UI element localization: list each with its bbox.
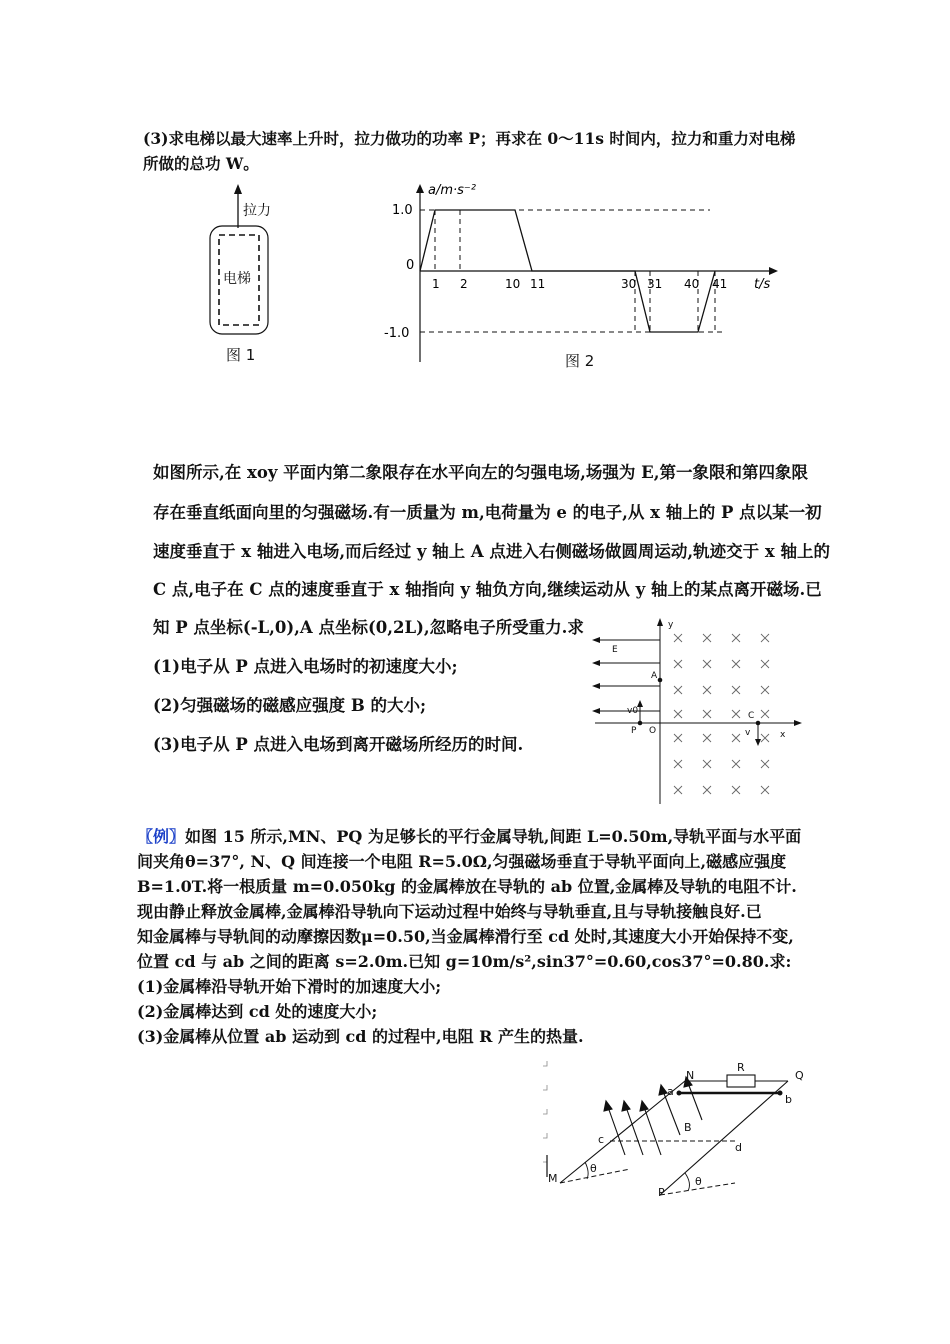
b-field-cross: [674, 660, 682, 668]
p3-question-2: (2)金属棒达到 cd 处的速度大小;: [137, 1002, 378, 1021]
label-theta-1: θ: [590, 1162, 597, 1175]
p2-line-5: 知 P 点坐标(-L,0),A 点坐标(0,2L),忽略电子所受重力.求: [153, 618, 584, 637]
y-axis-arrow: [416, 184, 424, 193]
b-field-cross: [703, 734, 711, 742]
b-field-cross: [761, 786, 769, 794]
p3-line-6: 位置 cd 与 ab 之间的距离 s=2.0m.已知 g=10m/s²,sin37°=0.60,cos37°=0.80.求:: [137, 952, 792, 971]
p3-line-5: 知金属棒与导轨间的动摩擦因数μ=0.50,当金属棒滑行至 cd 处时,其速度大小开始保持不变,: [137, 927, 794, 946]
v0-label: v0: [627, 706, 639, 716]
p3-line-2: 间夹角θ=37°, N、Q 间连接一个电阻 R=5.0Ω,匀强磁场垂直于导轨平面向上,磁感应强度: [137, 852, 787, 871]
x-axis-label: t/s: [754, 277, 771, 292]
p2-line-4: C 点,电子在 C 点的速度垂直于 x 轴指向 y 轴负方向,继续运动从 y 轴上的某点离开磁场.已: [153, 580, 822, 599]
label-p: P: [658, 1186, 665, 1199]
x-tick-11: 11: [530, 277, 546, 291]
x-axis-label: x: [780, 730, 786, 740]
label-d: d: [735, 1141, 742, 1154]
p3-line-1: 〖例〗如图 15 所示,MN、PQ 为足够长的平行金属导轨,间距 L=0.50m,导轨平面与水平面: [137, 827, 802, 846]
rail-diagram: [530, 1055, 820, 1205]
p3-question-1: (1)金属棒沿导轨开始下滑时的加速度大小;: [137, 977, 442, 996]
b-field-cross: [703, 710, 711, 718]
label-c: c: [598, 1133, 605, 1146]
x-tick-40: 40: [684, 277, 700, 291]
p2-question-2: (2)匀强磁场的磁感应强度 B 的大小;: [153, 696, 427, 715]
x-tick-2: 2: [460, 277, 468, 291]
b-field-cross: [674, 786, 682, 794]
b-field-cross: [732, 786, 740, 794]
p2-question-1: (1)电子从 P 点进入电场时的初速度大小;: [153, 657, 458, 676]
q3-line-1: (3)求电梯以最大速率上升时，拉力做功的功率 P；再求在 0～11s 时间内，拉力和重力对电梯: [143, 129, 796, 148]
b-field-cross: [732, 634, 740, 642]
x-tick-1: 1: [432, 277, 440, 291]
b-field-cross: [703, 786, 711, 794]
p2-line-1: 如图所示,在 xoy 平面内第二象限存在水平向左的匀强电场,场强为 E,第一象限和第四象限: [153, 463, 808, 482]
elevator-label: 电梯: [223, 271, 251, 287]
v-arrowhead: [755, 739, 761, 746]
force-label: 拉力: [243, 203, 271, 219]
y-tick-0: 0: [406, 258, 415, 273]
e-field-label: E: [612, 645, 618, 655]
y-axis-arrow: [657, 618, 663, 626]
p3-line-4: 现由静止释放金属棒,金属棒沿导轨向下运动过程中始终与导轨垂直,且与导轨接触良好.已: [137, 902, 762, 921]
p3-line-3: B=1.0T.将一根质量 m=0.050kg 的金属棒放在导轨的 ab 位置,金属棒及导轨的电阻不计.: [137, 877, 797, 896]
point-p-label: P: [631, 726, 637, 736]
b-field-cross: [703, 660, 711, 668]
e-field-arrowhead-1: [592, 637, 600, 643]
label-q: Q: [795, 1069, 804, 1082]
figure-1-caption: 图 1: [226, 346, 256, 364]
x-axis-arrow: [769, 267, 778, 275]
p2-question-3: (3)电子从 P 点进入电场到离开磁场所经历的时间.: [153, 735, 524, 754]
x-tick-30: 30: [621, 277, 637, 291]
x-tick-31: 31: [647, 277, 663, 291]
q3-line-2: 所做的总功 W。: [143, 154, 259, 173]
y-axis-label: a/m·s⁻²: [428, 183, 476, 198]
b-field-cross: [674, 686, 682, 694]
b-field-cross: [732, 760, 740, 768]
b-field-cross: [732, 710, 740, 718]
b-field-cross: [732, 660, 740, 668]
b-field-cross: [761, 634, 769, 642]
point-c-label: C: [748, 711, 755, 721]
e-field-arrowhead-3: [592, 683, 600, 689]
point-a-label: A: [651, 671, 658, 681]
label-a: a: [667, 1085, 674, 1098]
example-tag: 〖例〗: [137, 827, 186, 846]
label-m: M: [548, 1172, 558, 1185]
p2-line-2: 存在垂直纸面向里的匀强磁场.有一质量为 m,电荷量为 e 的电子,从 x 轴上的 P 点以某一初: [153, 503, 822, 522]
b-field-cross: [674, 760, 682, 768]
origin-o-label: O: [649, 726, 657, 736]
x-tick-10: 10: [505, 277, 521, 291]
label-b-field: B: [684, 1121, 692, 1134]
label-n: N: [686, 1069, 695, 1082]
label-b: b: [785, 1093, 792, 1106]
y-tick-minus-1: -1.0: [384, 326, 410, 341]
e-field-arrowhead-2: [592, 660, 600, 666]
b-field-cross: [674, 634, 682, 642]
v-label: v: [745, 728, 751, 738]
figure-2-caption: 图 2: [565, 352, 595, 370]
b-field-cross: [761, 710, 769, 718]
b-field-cross: [674, 710, 682, 718]
e-field-arrowhead-4: [592, 708, 600, 714]
b-field-cross: [761, 686, 769, 694]
field-diagram: [590, 618, 805, 804]
b-field-cross: [761, 760, 769, 768]
label-theta-2: θ: [695, 1175, 702, 1188]
y-tick-1: 1.0: [392, 203, 413, 218]
b-field-cross: [761, 660, 769, 668]
b-field-cross: [732, 734, 740, 742]
y-axis-label: y: [668, 620, 674, 630]
b-field-cross: [732, 686, 740, 694]
x-axis-arrow: [794, 720, 802, 726]
b-field-cross: [674, 734, 682, 742]
b-field-cross: [703, 686, 711, 694]
b-field-cross: [761, 734, 769, 742]
b-field-cross: [703, 634, 711, 642]
label-r: R: [737, 1061, 745, 1074]
p3-question-3: (3)金属棒从位置 ab 运动到 cd 的过程中,电阻 R 产生的热量.: [137, 1027, 584, 1046]
x-tick-41: 41: [712, 277, 728, 291]
p2-line-3: 速度垂直于 x 轴进入电场,而后经过 y 轴上 A 点进入右侧磁场做圆周运动,轨迹交于 x 轴上的: [153, 542, 831, 561]
figure-2: [380, 176, 800, 376]
point-a: [658, 678, 663, 683]
b-field-cross: [703, 760, 711, 768]
